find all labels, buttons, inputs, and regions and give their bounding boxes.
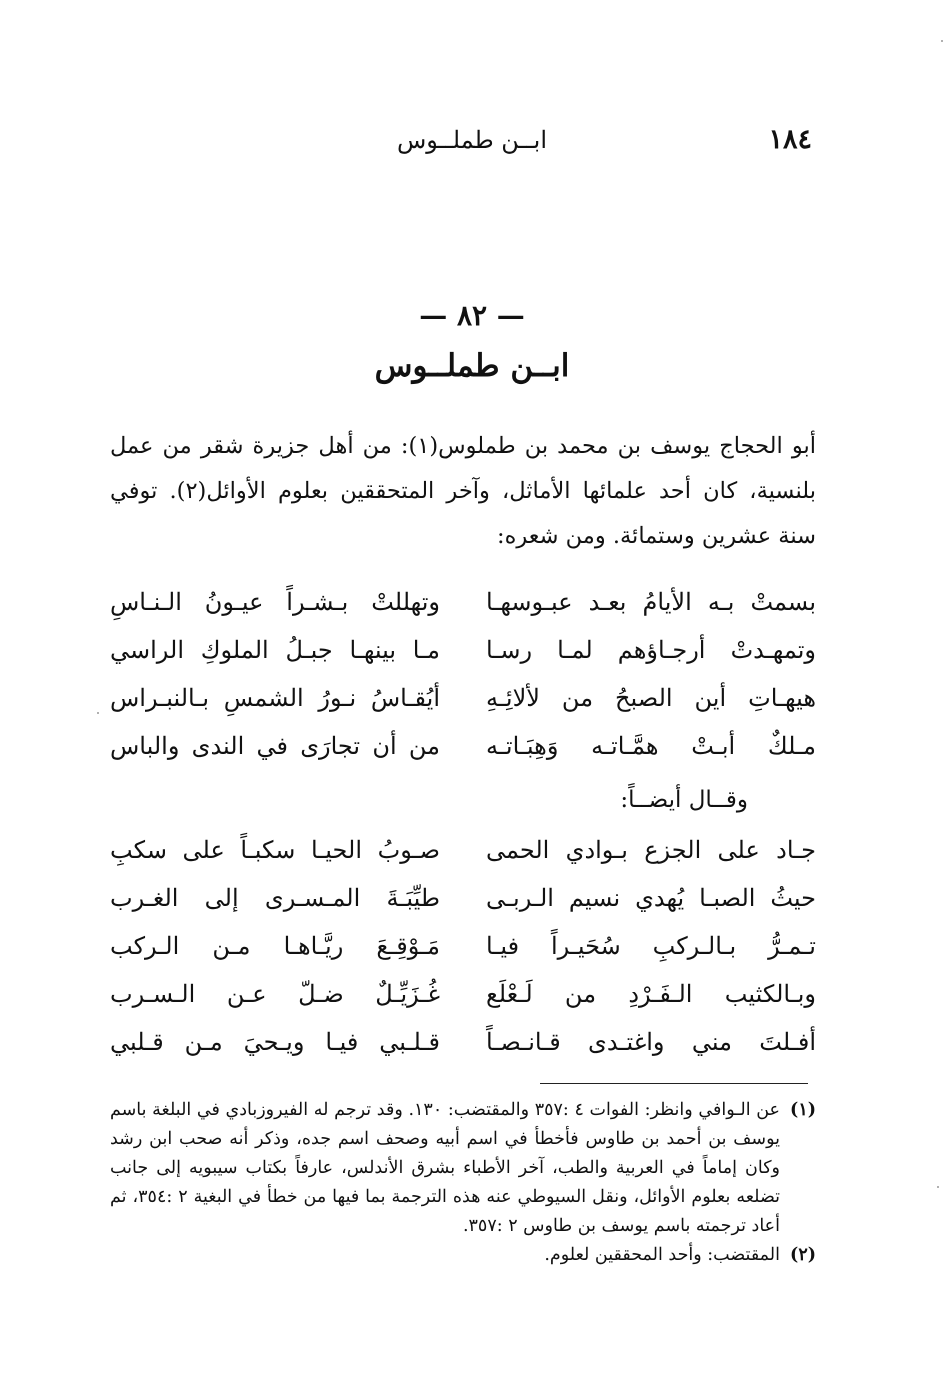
verse-second-hemistich: مَـوْقِـعَ ريَّـاهـا مـن الـركب xyxy=(110,932,440,960)
poem-verse xyxy=(110,674,816,722)
verse-second-hemistich: غُـزَيِّـلٌ ضـلّ عـن الـسـرب xyxy=(110,980,440,1008)
entry-title: ابــن طملــوس xyxy=(374,348,570,384)
poem-verse xyxy=(110,826,816,874)
verse-first-hemistich: وبـالكثيب الـفَـرْدِ من لَـعْلَع xyxy=(486,980,816,1008)
verse-second-hemistich: طيِّبَـةَ المـسـرى إلى الغـرب xyxy=(110,884,440,912)
verse-first-hemistich: أفـلتَ مني واغتـدى قـانـصـاً xyxy=(486,1028,816,1056)
scan-speck xyxy=(97,712,99,714)
poem-verse xyxy=(110,626,816,674)
verse-first-hemistich: وتمهـدتْ أرجـاؤهم لمـا رسـا xyxy=(486,636,816,664)
verse-second-hemistich: صـوبُ الحيـا سكبـاً على سكبِ xyxy=(110,836,440,864)
footnote-text: عن الـوافي وانظر: الفوات ٤ :٣٥٧ والمقتضب: ١٣٠. وقد ترجم له الفيروزبادي في البلغة باسم يوسف بن أحمد بن طاوس فأخطأ في اسم أبيه وصحف اسم جده، وذكر أنه صحب ابن رشد وكان إماماً في العربية والطب، آخر الأطباء بشرق الأندلس، عارفاً بكتاب سيبويه إلى جانب تضلعه بعلوم الأوائل، ونقل السيوطي عنه هذه الترجمة بما فيها من خطأ في البغية ٢ :٣٥٤، ثم أعاد ترجمته باسم يوسف بن طاوس ٢ :٣٥٧. xyxy=(110,1100,780,1236)
verse-second-hemistich: من أن تجارَى في الندى والباس xyxy=(110,732,440,760)
verse-first-hemistich: هيهـاتِ أين الصبحُ من لألائِـهِ xyxy=(486,684,816,712)
scan-speck xyxy=(941,40,943,42)
running-header xyxy=(0,120,944,160)
poem-verse xyxy=(110,874,816,922)
footnote-number: (٢) xyxy=(790,1245,816,1265)
footnote-number: (١) xyxy=(790,1100,816,1120)
poem-intro: وقــال أيضــاً: xyxy=(620,787,748,813)
poem-verse xyxy=(110,922,816,970)
footnote xyxy=(110,1241,816,1270)
poem-verse xyxy=(110,970,816,1018)
footnote-rule xyxy=(540,1083,808,1084)
verse-second-hemistich: أيُقـاسُ نـورُ الشمسِ بـالنبـراس xyxy=(110,684,440,712)
page-number: ١٨٤ xyxy=(768,124,812,155)
running-title: ابــن طملــوس xyxy=(397,126,547,154)
footnote-text: المقتضب: وأحد المحققين لعلوم. xyxy=(544,1245,780,1265)
poem-verse xyxy=(110,1018,816,1066)
intro-paragraph: أبو الحجاج يوسف بن محمد بن طملوس(١): من أهل جزيرة شقر من عمل بلنسية، كان أحد علمائها الأماثل، وآخر المتحققين بعلوم الأوائل(٢). توفي سنة عشرين وستمائة. ومن شعره: xyxy=(110,433,816,549)
verse-first-hemistich: جـاد على الجزع بـوادي الحمى xyxy=(486,836,816,864)
poem-verse xyxy=(110,578,816,626)
poem-second xyxy=(110,826,816,1066)
verse-first-hemistich: تـمـرُّ بـالـركبِ سُحَيـراً فيـا xyxy=(486,932,816,960)
verse-second-hemistich: وتهللتْ بـشـراً عيـونُ الـنـاسِ xyxy=(110,588,440,616)
verse-first-hemistich: حيثُ الصبـا يُهدي نسيم الـربـى xyxy=(486,884,816,912)
poem-first xyxy=(110,578,816,770)
footnotes xyxy=(110,1096,816,1270)
scan-speck xyxy=(937,1186,939,1188)
verse-first-hemistich: بسمتْ بـه الأيامُ بعـد عبـوسهـا xyxy=(486,588,816,616)
verse-first-hemistich: مـلكٌ أبـتْ همَّـاتـه وَهِبَـاتـه xyxy=(486,732,816,760)
verse-second-hemistich: قـلـبي فيـا ويـحيَ مـن قـلبي xyxy=(110,1028,440,1056)
footnote xyxy=(110,1096,816,1241)
entry-number: — ٨٢ — xyxy=(419,299,525,332)
poem-verse xyxy=(110,722,816,770)
verse-second-hemistich: مـا بينهـا جبـلُ الملوكِ الراسي xyxy=(110,636,440,664)
